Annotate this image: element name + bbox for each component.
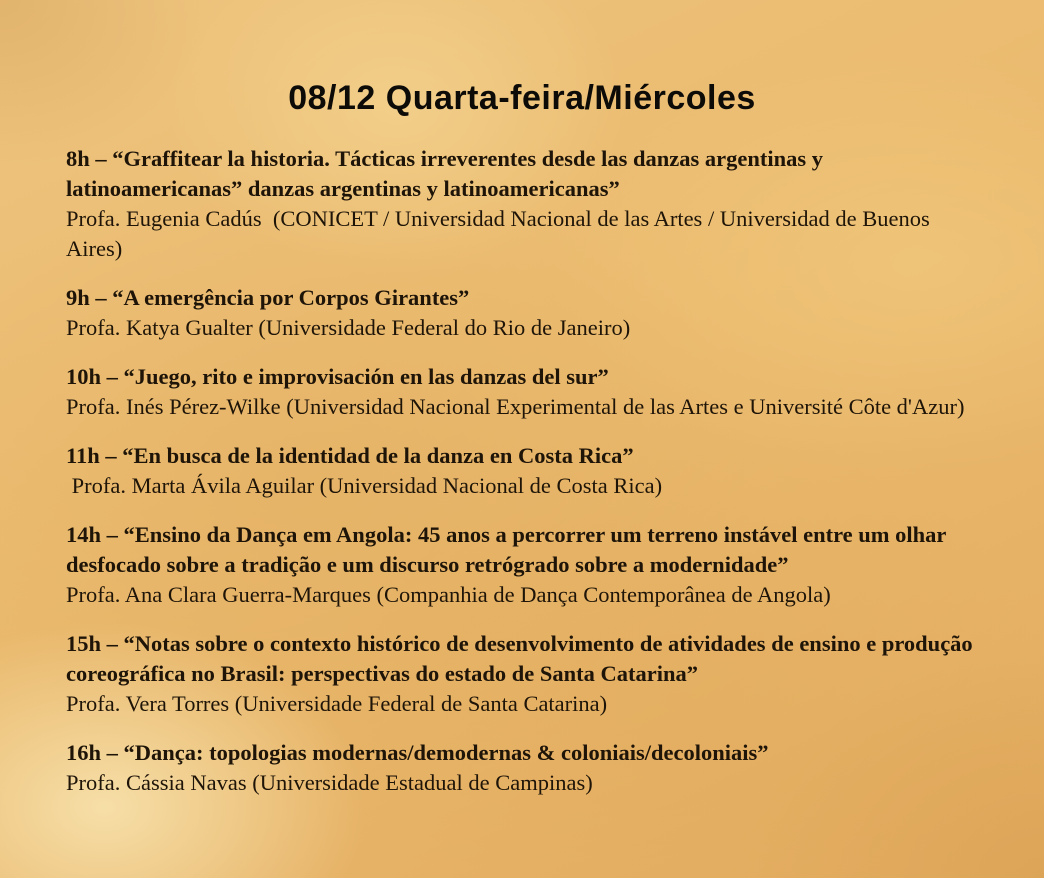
entry-talk-title: “Ensino da Dança em Angola: 45 anos a percorrer um terreno instável entre um olhar desfocado sobre a tradição e um discurso retrógrado sobre a modernidade” — [66, 522, 952, 577]
entry-time-separator: – — [101, 740, 124, 765]
entry-speaker: Profa. Katya Gualter (Universidade Federal do Rio de Janeiro) — [66, 315, 631, 340]
entry-time-separator: – — [101, 631, 124, 656]
entry-talk-title: “A emergência por Corpos Girantes” — [112, 285, 470, 310]
entry-time: 9h — [66, 285, 90, 310]
entry-speaker: Profa. Cássia Navas (Universidade Estadual de Campinas) — [66, 770, 593, 795]
entry-time: 10h — [66, 364, 102, 389]
entry-time: 16h — [66, 740, 102, 765]
entry-speaker: Profa. Ana Clara Guerra-Marques (Companhia de Dança Contemporânea de Angola) — [66, 582, 831, 607]
entry-time: 15h — [66, 631, 102, 656]
entry-speaker: Profa. Marta Ávila Aguilar (Universidad Nacional de Costa Rica) — [66, 473, 663, 498]
entry-time: 14h — [66, 522, 102, 547]
entry-talk-title: “Juego, rito e improvisación en las danzas del sur” — [123, 364, 609, 389]
schedule-entry — [66, 629, 986, 719]
schedule-entry — [66, 520, 986, 610]
schedule-entry — [66, 738, 986, 798]
entry-time-title — [66, 144, 986, 204]
entry-time: 11h — [66, 443, 100, 468]
entry-time-separator: – — [101, 364, 124, 389]
page-title: 08/12 Quarta-feira/Miércoles — [288, 79, 756, 117]
entry-speaker: Profa. Eugenia Cadús (CONICET / Universidad Nacional de las Artes / Universidad de Buenos Aires) — [66, 206, 935, 261]
entry-time-title — [66, 441, 986, 471]
entry-time-title — [66, 362, 986, 392]
schedule-entry — [66, 441, 986, 501]
schedule-entry — [66, 362, 986, 422]
entry-time: 8h — [66, 146, 90, 171]
entry-time-separator: – — [99, 443, 123, 468]
entry-time-title — [66, 283, 986, 313]
entry-time-separator: – — [101, 522, 124, 547]
entry-time-separator: – — [89, 146, 113, 171]
entry-time-separator: – — [89, 285, 113, 310]
schedule-entry — [66, 283, 986, 343]
entry-talk-title: “Notas sobre o contexto histórico de desenvolvimento de atividades de ensino e produção coreográfica no Brasil: perspectivas do estado de Santa Catarina” — [66, 631, 979, 686]
entry-speaker: Profa. Vera Torres (Universidade Federal de Santa Catarina) — [66, 691, 608, 716]
entry-time-title — [66, 629, 986, 689]
entry-time-title — [66, 520, 986, 580]
schedule-entry — [66, 144, 986, 264]
entry-time-title — [66, 738, 986, 768]
entry-talk-title: “En busca de la identidad de la danza en Costa Rica” — [122, 443, 634, 468]
entry-talk-title: “Graffitear la historia. Tácticas irreverentes desde las danzas argentinas y latinoamericanas” danzas argentinas y latinoamericanas” — [66, 146, 829, 201]
entry-speaker: Profa. Inés Pérez-Wilke (Universidad Nacional Experimental de las Artes e Université Côte d'Azur) — [66, 394, 965, 419]
entry-talk-title: “Dança: topologias modernas/demodernas & coloniais/decoloniais” — [123, 740, 769, 765]
schedule-list — [0, 144, 1044, 798]
